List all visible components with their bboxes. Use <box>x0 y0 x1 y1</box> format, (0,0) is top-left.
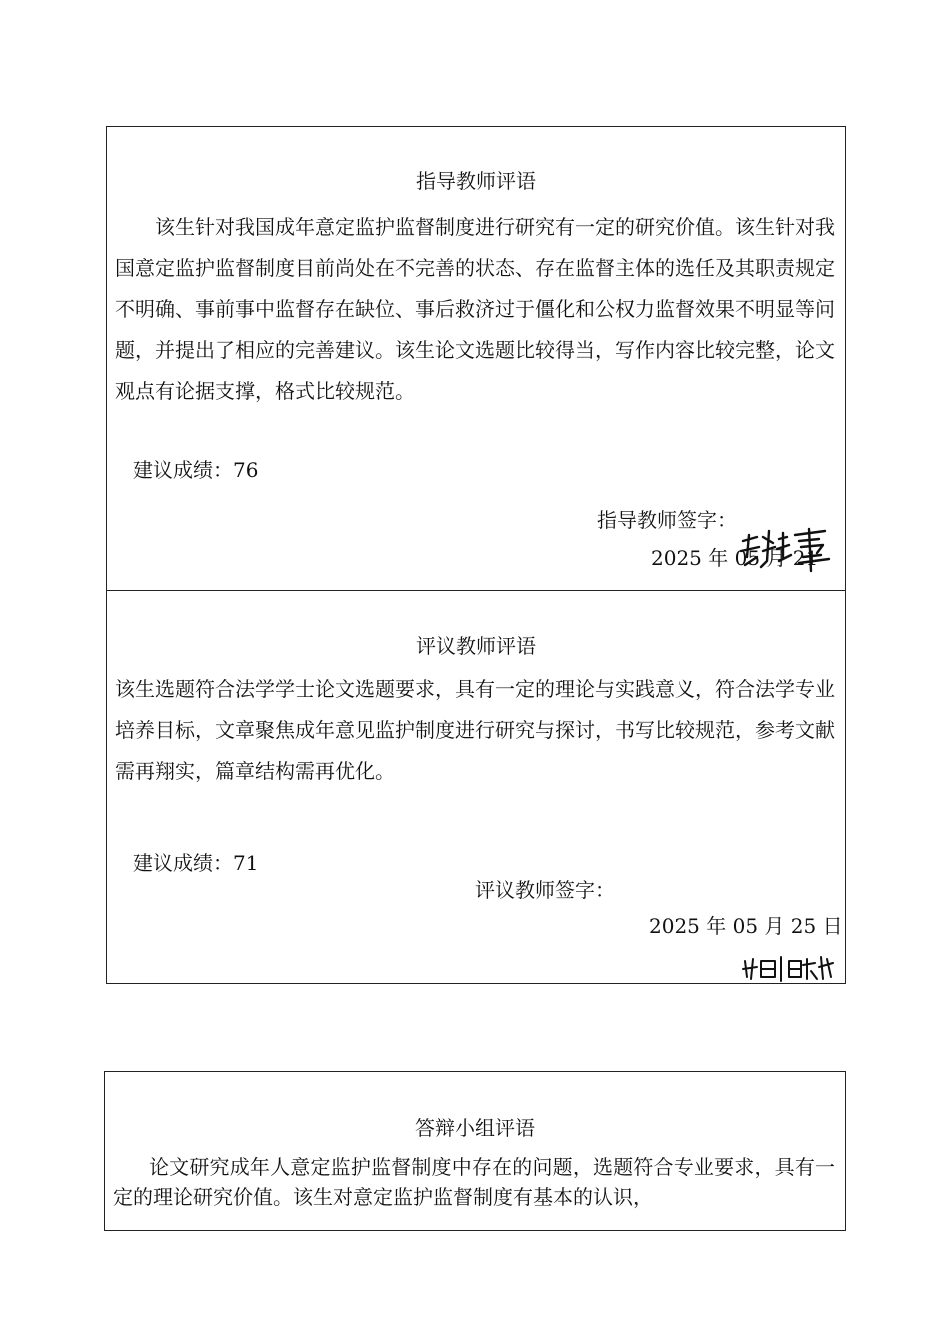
reviewer-comment-text: 该生选题符合法学学士论文选题要求，具有一定的理论与实践意义，符合法学专业培养目标，文章聚焦成年意见监护制度进行研究与探讨，书写比较规范，参考文献需再翔实，篇章结构需再优化。 <box>115 677 835 783</box>
advisor-signature-label: 指导教师签字： <box>597 508 737 532</box>
reviewer-date: 2025 年 05 月 25 日 <box>649 914 843 938</box>
reviewer-signature-label: 评议教师签字： <box>475 878 615 902</box>
reviewer-section-title: 评议教师评语 <box>416 634 536 658</box>
advisor-comment-text: 该生针对我国成年意定监护监督制度进行研究有一定的研究价值。该生针对我国意定监护监督制度目前尚处在不完善的状态、存在监督主体的选任及其职责规定不明确、事前事中监督存在缺位、事后救济过于僵化和公权力监督效果不明显等问题，并提出了相应的完善建议。该生论文选题比较得当，写作内容比较完整，论文观点有论据支撑，格式比较规范。 <box>115 215 835 403</box>
defense-comment-text: 论文研究成年人意定监护监督制度中存在的问题，选题符合专业要求，具有一定的理论研究价值。该生对意定监护监督制度有基本的认识， <box>113 1155 835 1209</box>
advisor-comment-box <box>106 126 846 591</box>
advisor-handwritten-signature <box>739 527 839 575</box>
defense-section-title: 答辩小组评语 <box>415 1116 535 1140</box>
advisor-section-title: 指导教师评语 <box>416 169 536 193</box>
reviewer-handwritten-signature <box>741 953 837 983</box>
reviewer-comment-box <box>106 590 846 984</box>
advisor-suggested-grade: 建议成绩：76 <box>133 458 259 482</box>
advisor-date: 2025 年 05 月 21 <box>651 546 819 570</box>
defense-comment-box <box>104 1071 846 1231</box>
reviewer-suggested-grade: 建议成绩：71 <box>133 851 259 875</box>
